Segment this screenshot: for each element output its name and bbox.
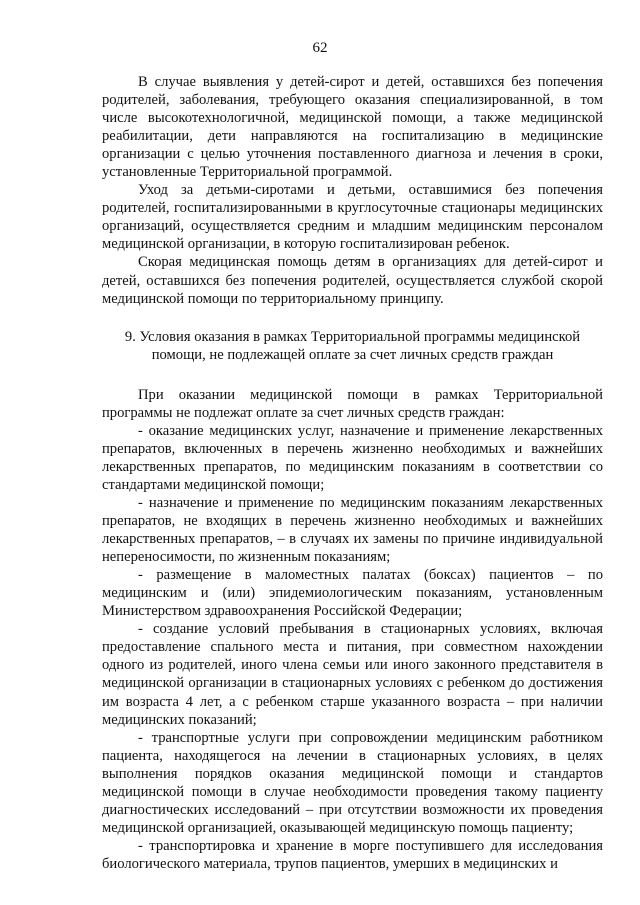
page-number: 62 [312, 40, 328, 56]
list-item-non-list-drugs: - назначение и применение по медицинским показаниям лекарственных препаратов, не входящих в перечень жизненно необходимых и важнейших лекарственных препаратов, – в случаях их замены по причине индивидуальной непереносимости, по жизненным показаниям; [102, 494, 603, 566]
section-heading: 9. Условия оказания в рамках Территориальной программы медицинской помощи, не подлежащей оплате за счет личных средств граждан [124, 328, 581, 363]
paragraph-orphans-care: Уход за детьми-сиротами и детьми, оставшимися без попечения родителей, госпитализированными в круглосуточные стационары медицинских организаций, осуществляется средним и младшим медицинским персоналом медицинской организации, в которую госпитализирован ребенок. [102, 182, 603, 253]
list-item-parent-stay: - создание условий пребывания в стационарных условиях, включая предоставление спального места и питания, при совместном нахождении одного из родителей, иного члена семьи или иного законного представителя в медицинской организации в стационарных условиях с ребенком до достижения им возраста 4 лет, а с ребенком старше указанного возраста – при наличии медицинских показаний; [102, 621, 603, 728]
list-item-morgue-transport: - транспортировка и хранение в морге поступившего для исследования биологического материала, трупов пациентов, умерших в медицинских и [102, 837, 603, 872]
paragraph-emergency-care: Скорая медицинская помощь детям в организациях для детей-сирот и детей, оставшихся без попечения родителей, осуществляется службой скорой медицинской помощи по территориальному принципу. [102, 254, 603, 307]
paragraph-free-services-intro: При оказании медицинской помощи в рамках Территориальной программы не подлежат оплате за счет личных средств граждан: [102, 386, 603, 421]
list-item-transport-services: - транспортные услуги при сопровождении медицинским работником пациента, находящегося на лечении в стационарных условиях, в целях выполнения порядков оказания медицинской помощи и стандартов медицинской помощи в случае необходимости проведения такому пациенту диагностических исследований – при отсутствии возможности их проведения медицинской организацией, оказывающей медицинскую помощь пациенту; [102, 729, 603, 836]
list-item-medical-services: - оказание медицинских услуг, назначение и применение лекарственных препаратов, включенных в перечень жизненно необходимых и важнейших лекарственных препаратов, по медицинским показаниям в соответствии со стандартами медицинской помощи; [102, 422, 603, 493]
paragraph-orphans-hospitalization: В случае выявления у детей-сирот и детей, оставшихся без попечения родителей, заболевания, требующего оказания специализированной, в том числе высокотехнологичной, медицинской помощи, а также медицинской реабилитации, дети направляются на госпитализацию в медицинские организации с целью уточнения поставленного диагноза и лечения в сроки, установленные Территориальной программой. [102, 74, 603, 181]
document-body [102, 73, 603, 873]
list-item-small-wards: - размещение в маломестных палатах (боксах) пациентов – по медицинским и (или) эпидемиологическим показаниям, установленным Министерством здравоохранения Российской Федерации; [102, 567, 603, 620]
